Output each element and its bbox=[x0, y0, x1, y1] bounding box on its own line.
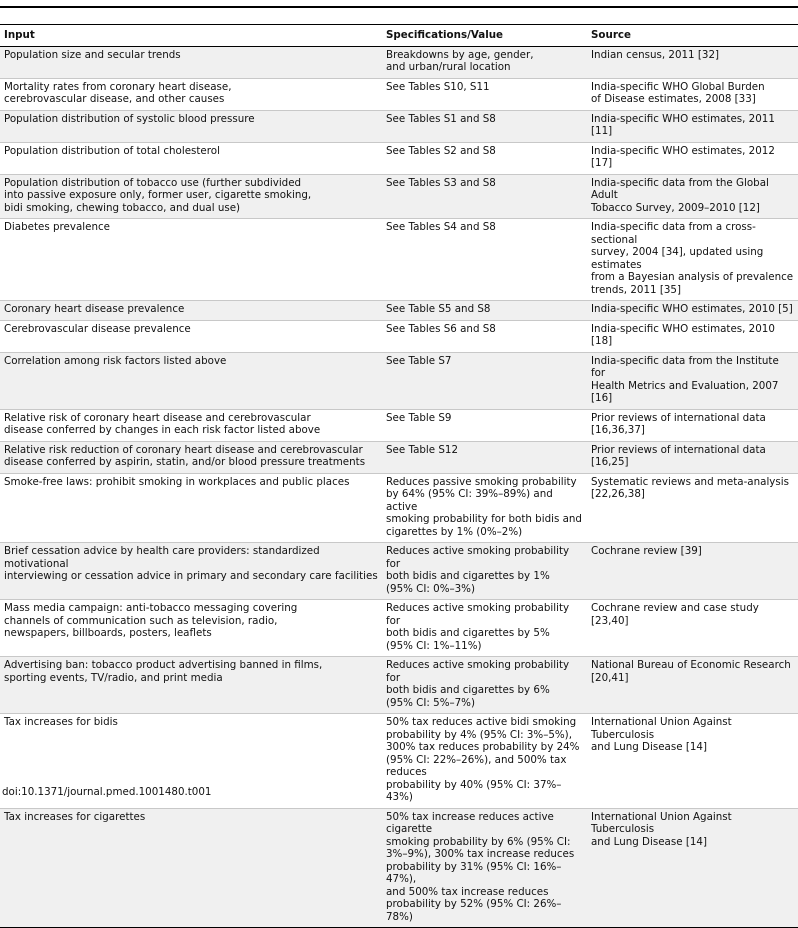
cell-spec: See Tables S4 and S8 bbox=[382, 219, 587, 301]
cell-source: India-specific data from the Global Adult Tobacco Survey, 2009–2010 [12] bbox=[587, 174, 798, 219]
cell-spec: See Tables S3 and S8 bbox=[382, 174, 587, 219]
cell-input: Cerebrovascular disease prevalence bbox=[0, 320, 382, 352]
table-row bbox=[0, 219, 798, 301]
cell-source: India-specific WHO estimates, 2010 [5] bbox=[587, 301, 798, 321]
cell-spec: Reduces active smoking probability for both bidis and cigarettes by 6% (95% CI: 5%–7%) bbox=[382, 657, 587, 714]
cell-source: India-specific WHO estimates, 2011 [11] bbox=[587, 110, 798, 142]
table-row bbox=[0, 46, 798, 78]
cell-source: International Union Against Tuberculosis and Lung Disease [14] bbox=[587, 808, 798, 928]
cell-input: Smoke-free laws: prohibit smoking in workplaces and public places bbox=[0, 473, 382, 543]
cell-input: Advertising ban: tobacco product advertising banned in films, sporting events, TV/radio, and print media bbox=[0, 657, 382, 714]
cell-spec: 50% tax reduces active bidi smoking probability by 4% (95% CI: 3%–5%), 300% tax reduces probability by 24% (95% CI: 22%–26%), and 500% tax reduces probability by 40% (95% CI: 37%–43%) bbox=[382, 714, 587, 809]
cell-spec: See Table S5 and S8 bbox=[382, 301, 587, 321]
cell-source: Prior reviews of international data [16,25] bbox=[587, 441, 798, 473]
cell-input: Tax increases for cigarettes bbox=[0, 808, 382, 928]
cell-source: Cochrane review and case study [23,40] bbox=[587, 600, 798, 657]
cell-spec: See Tables S2 and S8 bbox=[382, 142, 587, 174]
table-row bbox=[0, 543, 798, 600]
cell-spec: See Table S7 bbox=[382, 352, 587, 409]
cell-source: National Bureau of Economic Research [20,41] bbox=[587, 657, 798, 714]
cell-source: India-specific data from a cross-sectional survey, 2004 [34], updated using estimates from a Bayesian analysis of prevalence trends, 2011 [35] bbox=[587, 219, 798, 301]
cell-input: Mass media campaign: anti-tobacco messaging covering channels of communication such as television, radio, newspapers, billboards, posters, leaflets bbox=[0, 600, 382, 657]
cell-input: Coronary heart disease prevalence bbox=[0, 301, 382, 321]
table-top-rule bbox=[0, 6, 798, 8]
cell-input: Correlation among risk factors listed above bbox=[0, 352, 382, 409]
cell-source: International Union Against Tuberculosis and Lung Disease [14] bbox=[587, 714, 798, 809]
header-source: Source bbox=[587, 25, 798, 47]
cell-spec: Breakdowns by age, gender, and urban/rural location bbox=[382, 46, 587, 78]
cell-spec: See Tables S1 and S8 bbox=[382, 110, 587, 142]
cell-spec: 50% tax increase reduces active cigarette smoking probability by 6% (95% CI: 3%–9%), 300% tax increase reduces probability by 31% (95% CI: 16%–47%), and 500% tax increase reduces probability by 52% (95% CI: 26%–78%) bbox=[382, 808, 587, 928]
table-row bbox=[0, 320, 798, 352]
cell-source: Cochrane review [39] bbox=[587, 543, 798, 600]
header-specifications-value: Specifications/Value bbox=[382, 25, 587, 47]
table-row bbox=[0, 473, 798, 543]
table-row bbox=[0, 441, 798, 473]
cell-input: Population distribution of total cholesterol bbox=[0, 142, 382, 174]
table-row bbox=[0, 174, 798, 219]
cell-source: India-specific WHO estimates, 2012 [17] bbox=[587, 142, 798, 174]
cell-source: India-specific data from the Institute for Health Metrics and Evaluation, 2007 [16] bbox=[587, 352, 798, 409]
table-row bbox=[0, 142, 798, 174]
cell-input: Relative risk reduction of coronary heart disease and cerebrovascular disease conferred by aspirin, statin, and/or blood pressure treatments bbox=[0, 441, 382, 473]
table-header-row bbox=[0, 25, 798, 47]
cell-input: Tax increases for bidis bbox=[0, 714, 382, 809]
table-row bbox=[0, 409, 798, 441]
table-row bbox=[0, 600, 798, 657]
cell-source: Indian census, 2011 [32] bbox=[587, 46, 798, 78]
cell-spec: See Tables S10, S11 bbox=[382, 78, 587, 110]
cell-spec: See Tables S6 and S8 bbox=[382, 320, 587, 352]
table-row bbox=[0, 110, 798, 142]
cell-spec: Reduces active smoking probability for both bidis and cigarettes by 5% (95% CI: 1%–11%) bbox=[382, 600, 587, 657]
cell-spec: See Table S12 bbox=[382, 441, 587, 473]
cell-input: Population distribution of tobacco use (further subdivided into passive exposure only, former user, cigarette smoking, bidi smoking, chewing tobacco, and dual use) bbox=[0, 174, 382, 219]
cell-source: India-specific WHO estimates, 2010 [18] bbox=[587, 320, 798, 352]
cell-input: Diabetes prevalence bbox=[0, 219, 382, 301]
doi-caption: doi:10.1371/journal.pmed.1001480.t001 bbox=[2, 786, 212, 798]
table-row bbox=[0, 78, 798, 110]
cell-spec: See Table S9 bbox=[382, 409, 587, 441]
cell-input: Mortality rates from coronary heart disease, cerebrovascular disease, and other causes bbox=[0, 78, 382, 110]
cell-source: Prior reviews of international data [16,36,37] bbox=[587, 409, 798, 441]
header-input: Input bbox=[0, 25, 382, 47]
table-row bbox=[0, 657, 798, 714]
table-row bbox=[0, 301, 798, 321]
cell-input: Population distribution of systolic blood pressure bbox=[0, 110, 382, 142]
table-row bbox=[0, 808, 798, 928]
cell-input: Relative risk of coronary heart disease and cerebrovascular disease conferred by changes in each risk factor listed above bbox=[0, 409, 382, 441]
cell-input: Brief cessation advice by health care providers: standardized motivational interviewing or cessation advice in primary and secondary care facilities bbox=[0, 543, 382, 600]
cell-spec: Reduces passive smoking probability by 64% (95% CI: 39%–89%) and active smoking probability for both bidis and cigarettes by 1% (0%–2%) bbox=[382, 473, 587, 543]
cell-source: India-specific WHO Global Burden of Disease estimates, 2008 [33] bbox=[587, 78, 798, 110]
cell-source: Systematic reviews and meta-analysis [22,26,38] bbox=[587, 473, 798, 543]
cell-spec: Reduces active smoking probability for both bidis and cigarettes by 1% (95% CI: 0%–3%) bbox=[382, 543, 587, 600]
table-row bbox=[0, 352, 798, 409]
cell-input: Population size and secular trends bbox=[0, 46, 382, 78]
